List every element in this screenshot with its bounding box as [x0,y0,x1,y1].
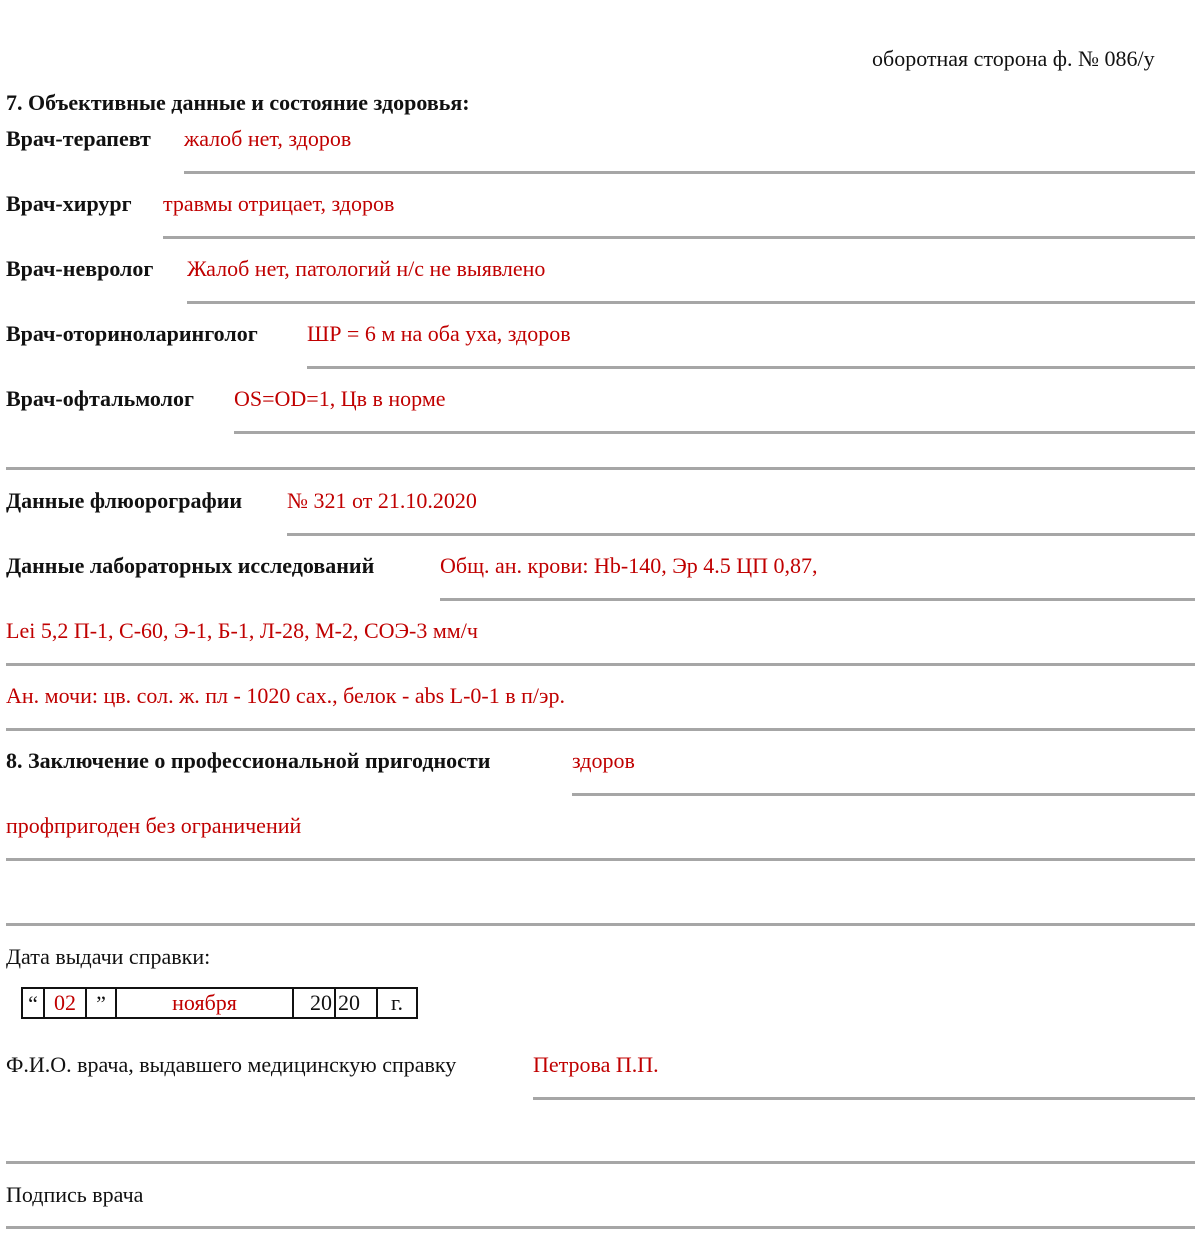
lab-label: Данные лабораторных исследований [6,553,375,578]
signature-label: Подпись врача [6,1182,144,1207]
fluorography-underline [287,533,1195,536]
doctor-name-underline [533,1097,1195,1100]
ophthalmologist-label: Врач-офтальмолог [6,386,194,411]
therapist-value[interactable]: жалоб нет, здоров [184,126,352,151]
neurologist-label: Врач-невролог [6,256,154,281]
ent-label: Врач-оториноларинголог [6,321,258,346]
issue-century: 20 [294,989,336,1017]
conclusion-underline-2 [6,858,1195,861]
lab-value-line-2[interactable]: Lei 5,2 П-1, С-60, Э-1, Б-1, Л-28, М-2, СОЭ-3 мм/ч [6,618,478,643]
neurologist-value[interactable]: Жалоб нет, патологий н/с не выявлено [187,256,546,281]
signature-underline [6,1226,1195,1229]
neurologist-underline [187,301,1195,304]
lab-underline-3 [6,728,1195,731]
lab-value-line-3[interactable]: Ан. мочи: цв. сол. ж. пл - 1020 сах., белок - abs L-0-1 в п/эр. [6,683,565,708]
fluorography-value[interactable]: № 321 от 21.10.2020 [287,488,477,513]
open-quote: “ [23,989,45,1017]
issue-day[interactable]: 02 [45,989,87,1017]
ophthalmologist-underline [234,431,1195,434]
lab-underline-1 [440,598,1195,601]
section-7-title: 7. Объективные данные и состояние здоровья: [6,90,470,115]
ent-underline [307,366,1195,369]
section-8-label: 8. Заключение о профессиональной пригодности [6,748,491,773]
doctor-name-value[interactable]: Петрова П.П. [533,1052,659,1077]
close-quote: ” [87,989,117,1017]
form-reference: оборотная сторона ф. № 086/у [872,46,1155,71]
surgeon-value[interactable]: травмы отрицает, здоров [163,191,395,216]
issue-year[interactable]: 20 [336,989,378,1017]
surgeon-label: Врач-хирург [6,191,132,216]
issue-date-table [21,987,418,1019]
therapist-label: Врач-терапевт [6,126,151,151]
lab-underline-2 [6,663,1195,666]
therapist-underline [184,171,1195,174]
conclusion-value-2[interactable]: профпригоден без ограничений [6,813,302,838]
ophthalmologist-value[interactable]: OS=OD=1, Цв в норме [234,386,446,411]
issue-date-label: Дата выдачи справки: [6,944,211,969]
conclusion-value-1[interactable]: здоров [572,748,635,773]
lab-value-line-1[interactable]: Общ. ан. крови: Hb-140, Эр 4.5 ЦП 0,87, [440,553,818,578]
ent-value[interactable]: ШР = 6 м на оба уха, здоров [307,321,571,346]
year-suffix: г. [390,990,404,1015]
blank-underline-1 [6,467,1195,470]
doctor-name-label: Ф.И.О. врача, выдавшего медицинскую справку [6,1052,457,1077]
fluorography-label: Данные флюорографии [6,488,243,513]
issue-month[interactable]: ноября [117,989,294,1017]
conclusion-underline-1 [572,793,1195,796]
blank-underline-2 [6,923,1195,926]
surgeon-underline [163,236,1195,239]
blank-underline-3 [6,1161,1195,1164]
